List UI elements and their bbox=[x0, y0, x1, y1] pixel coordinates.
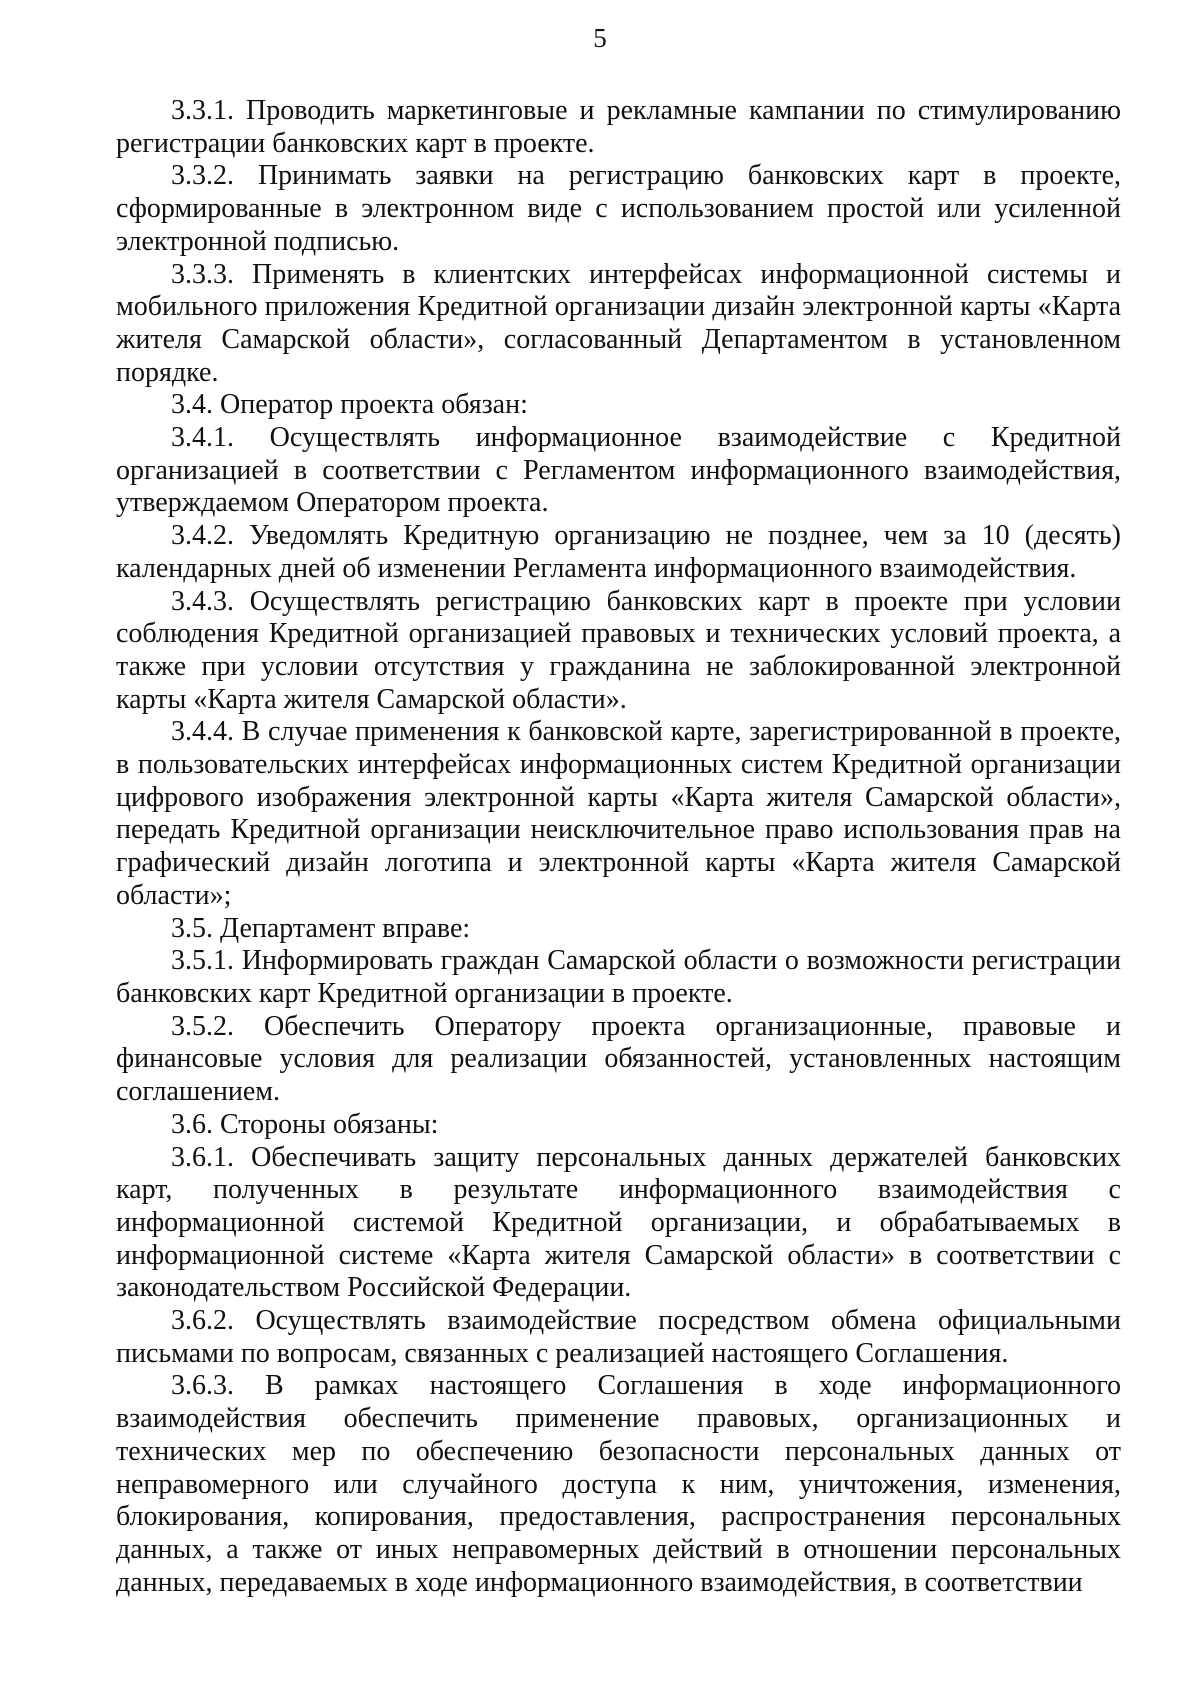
clause-3-6-3: 3.6.3. В рамках настоящего Соглашения в ходе информационного взаимодействия обеспечить применение правовых, организационных и технических мер по обеспечению безопасности персональных данных от неправомерного или случайного доступа к ним, уничтожения, изменения, блокирования, копирования, предоставления, распространения персональных данных, а также от иных неправомерных действий в отношении персональных данных, передаваемых в ходе информационного взаимодействия, в соответствии bbox=[116, 1370, 1121, 1598]
clause-3-4-2: 3.4.2. Уведомлять Кредитную организацию не позднее, чем за 10 (десять) календарных дней об изменении Регламента информационного взаимодействия. bbox=[116, 520, 1121, 584]
clause-3-6-2: 3.6.2. Осуществлять взаимодействие посредством обмена официальными письмами по вопросам, связанных с реализацией настоящего Соглашения. bbox=[116, 1305, 1121, 1369]
clause-3-3-3: 3.3.3. Применять в клиентских интерфейсах информационной системы и мобильного приложения Кредитной организации дизайн электронной карты «Карта жителя Самарской области», согласованный Департаментом в установленном порядке. bbox=[116, 258, 1121, 388]
clause-3-5-2: 3.5.2. Обеспечить Оператору проекта организационные, правовые и финансовые условия для реализации обязанностей, установленных настоящим соглашением. bbox=[116, 1010, 1121, 1108]
clause-3-4-1: 3.4.1. Осуществлять информационное взаимодействие с Кредитной организацией в соответствии с Регламентом информационного взаимодействия, утверждаемом Оператором проекта. bbox=[116, 422, 1121, 519]
clause-3-6-heading: 3.6. Стороны обязаны: bbox=[171, 1108, 439, 1140]
clause-3-4-4: 3.4.4. В случае применения к банковской карте, зарегистрированной в проекте, в пользовательских интерфейсах информационных систем Кредитной организации цифрового изображения электронной карты «Карта жителя Самарской области», передать Кредитной организации неисключительное право использования прав на графический дизайн логотипа и электронной карты «Карта жителя Самарской области»; bbox=[116, 716, 1121, 911]
document-body bbox=[116, 95, 1121, 1599]
clause-3-4-3: 3.4.3. Осуществлять регистрацию банковских карт в проекте при условии соблюдения Кредитной организацией правовых и технических условий проекта, а также при условии отсутствия у гражданина не заблокированной электронной карты «Карта жителя Самарской области». bbox=[116, 585, 1121, 715]
page-number: 5 bbox=[593, 23, 607, 53]
clause-3-5-1: 3.5.1. Информировать граждан Самарской области о возможности регистрации банковских карт Кредитной организации в проекте. bbox=[116, 945, 1121, 1009]
clause-3-4-heading: 3.4. Оператор проекта обязан: bbox=[171, 389, 528, 421]
clause-3-5-heading: 3.5. Департамент вправе: bbox=[171, 912, 471, 944]
clause-3-3-2: 3.3.2. Принимать заявки на регистрацию банковских карт в проекте, сформированные в электронном виде с использованием простой или усиленной электронной подписью. bbox=[116, 160, 1121, 257]
clause-3-6-1: 3.6.1. Обеспечивать защиту персональных данных держателей банковских карт, полученных в результате информационного взаимодействия с информационной системой Кредитной организации, и обрабатываемых в информационной системе «Карта жителя Самарской области» в соответствии с законодательством Российской Федерации. bbox=[116, 1141, 1121, 1304]
clause-3-3-1: 3.3.1. Проводить маркетинговые и рекламные кампании по стимулированию регистрации банковских карт в проекте. bbox=[116, 95, 1121, 159]
